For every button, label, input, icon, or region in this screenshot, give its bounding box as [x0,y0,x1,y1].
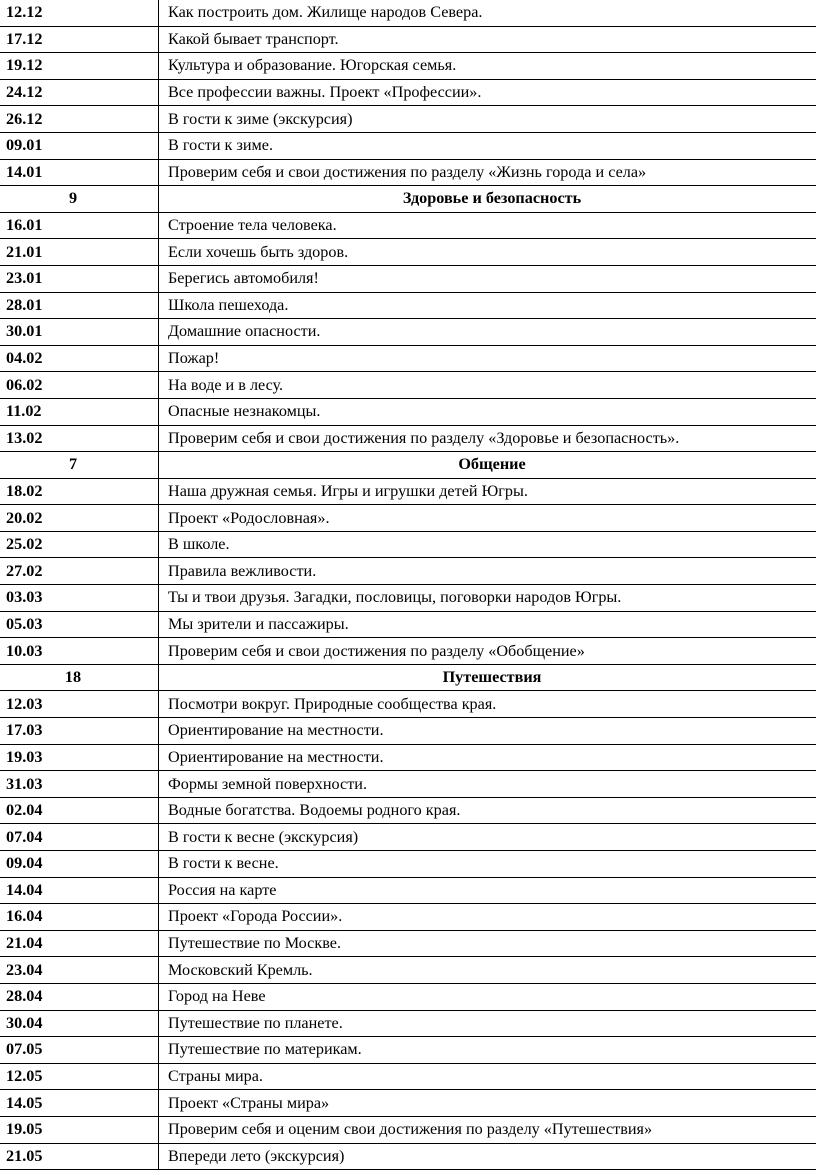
table-row [0,1010,816,1037]
lesson-date-cell: 04.02 [0,345,159,372]
lesson-topic-cell: Мы зрители и пассажиры. [159,611,816,638]
table-row [0,718,816,745]
lesson-date-cell: 18.02 [0,478,159,505]
lesson-topic-cell: Домашние опасности. [159,319,816,346]
table-row [0,159,816,186]
lesson-date-cell: 09.01 [0,132,159,159]
lesson-topic-cell: Ориентирование на местности. [159,718,816,745]
lesson-date-cell: 19.05 [0,1116,159,1143]
table-row [0,611,816,638]
lesson-date-cell: 21.05 [0,1143,159,1170]
table-row [0,851,816,878]
lesson-date-cell: 09.04 [0,851,159,878]
table-row [0,319,816,346]
lesson-date-cell: 12.12 [0,0,159,26]
lesson-topic-cell: Ориентирование на местности. [159,744,816,771]
lesson-date-cell: 13.02 [0,425,159,452]
lesson-date-cell: 30.04 [0,1010,159,1037]
table-row [0,957,816,984]
lesson-topic-cell: Пожар! [159,345,816,372]
lesson-topic-cell: Берегись автомобиля! [159,265,816,292]
lesson-topic-cell: Проверим себя и свои достижения по разделу «Жизнь города и села» [159,159,816,186]
lesson-topic-cell: Проверим себя и свои достижения по разделу «Обобщение» [159,638,816,665]
table-row [0,265,816,292]
lesson-date-cell: 17.03 [0,718,159,745]
lesson-topic-cell: В гости к зиме. [159,132,816,159]
lesson-date-cell: 06.02 [0,372,159,399]
lesson-date-cell: 12.05 [0,1063,159,1090]
table-row [0,398,816,425]
lesson-date-cell: 16.01 [0,212,159,239]
table-row [0,983,816,1010]
lesson-date-cell: 14.04 [0,877,159,904]
section-header-row [0,186,816,213]
lesson-date-cell: 14.05 [0,1090,159,1117]
lesson-date-cell: 05.03 [0,611,159,638]
lesson-topic-cell: Наша дружная семья. Игры и игрушки детей Югры. [159,478,816,505]
table-row [0,877,816,904]
lesson-topic-cell: В школе. [159,531,816,558]
lesson-topic-cell: Как построить дом. Жилище народов Севера. [159,0,816,26]
lesson-date-cell: 21.01 [0,239,159,266]
table-row [0,558,816,585]
lesson-date-cell: 23.04 [0,957,159,984]
lesson-date-cell: 30.01 [0,319,159,346]
lesson-topic-cell: Проверим себя и свои достижения по разделу «Здоровье и безопасность». [159,425,816,452]
lesson-topic-cell: Строение тела человека. [159,212,816,239]
table-row [0,1037,816,1064]
lesson-topic-cell: В гости к зиме (экскурсия) [159,106,816,133]
lesson-date-cell: 12.03 [0,691,159,718]
lesson-topic-cell: Проект «Родословная». [159,505,816,532]
table-row [0,132,816,159]
lesson-date-cell: 25.02 [0,531,159,558]
lesson-topic-cell: Проект «Страны мира» [159,1090,816,1117]
lesson-topic-cell: Посмотри вокруг. Природные сообщества края. [159,691,816,718]
lesson-topic-cell: Если хочешь быть здоров. [159,239,816,266]
lesson-topic-cell: Россия на карте [159,877,816,904]
lesson-topic-cell: Впереди лето (экскурсия) [159,1143,816,1170]
lesson-topic-cell: На воде и в лесу. [159,372,816,399]
table-row [0,1116,816,1143]
lesson-date-cell: 31.03 [0,771,159,798]
table-row [0,585,816,612]
table-row [0,53,816,80]
lesson-topic-cell: В гости к весне (экскурсия) [159,824,816,851]
table-row [0,345,816,372]
lesson-date-cell: 02.04 [0,797,159,824]
table-row [0,930,816,957]
lesson-topic-cell: Путешествие по материкам. [159,1037,816,1064]
lesson-topic-cell: Культура и образование. Югорская семья. [159,53,816,80]
lesson-date-cell: 16.04 [0,904,159,931]
lesson-date-cell: 20.02 [0,505,159,532]
table-row [0,904,816,931]
table-row [0,797,816,824]
lesson-date-cell: 24.12 [0,79,159,106]
table-row [0,1063,816,1090]
table-row [0,292,816,319]
lesson-date-cell: 03.03 [0,585,159,612]
table-row [0,638,816,665]
lesson-topic-cell: Правила вежливости. [159,558,816,585]
lesson-date-cell: 10.03 [0,638,159,665]
table-row [0,478,816,505]
table-row [0,505,816,532]
lesson-topic-cell: Город на Неве [159,983,816,1010]
table-row [0,1090,816,1117]
lesson-topic-cell: В гости к весне. [159,851,816,878]
table-row [0,0,816,26]
lesson-date-cell: 28.04 [0,983,159,1010]
lesson-topic-cell: Московский Кремль. [159,957,816,984]
table-row [0,239,816,266]
section-title-cell: Здоровье и безопасность [159,186,816,213]
lesson-topic-cell: Все профессии важны. Проект «Профессии». [159,79,816,106]
lesson-topic-cell: Проект «Города России». [159,904,816,931]
lesson-date-cell: 19.12 [0,53,159,80]
lesson-date-cell: 26.12 [0,106,159,133]
section-hours-cell: 7 [0,452,159,479]
table-row [0,425,816,452]
lesson-date-cell: 19.03 [0,744,159,771]
lesson-topic-cell: Опасные незнакомцы. [159,398,816,425]
lesson-topic-cell: Путешествие по Москве. [159,930,816,957]
table-row [0,212,816,239]
lesson-topic-cell: Путешествие по планете. [159,1010,816,1037]
lesson-topic-cell: Школа пешехода. [159,292,816,319]
lesson-date-cell: 14.01 [0,159,159,186]
lesson-topic-cell: Формы земной поверхности. [159,771,816,798]
lesson-date-cell: 11.02 [0,398,159,425]
table-row [0,79,816,106]
lesson-topic-cell: Какой бывает транспорт. [159,26,816,53]
table-row [0,372,816,399]
table-row [0,26,816,53]
table-row [0,531,816,558]
lesson-date-cell: 07.04 [0,824,159,851]
table-row [0,771,816,798]
table-row [0,106,816,133]
lesson-date-cell: 21.04 [0,930,159,957]
lesson-date-cell: 17.12 [0,26,159,53]
section-header-row [0,452,816,479]
section-title-cell: Путешествия [159,664,816,691]
lesson-topic-cell: Страны мира. [159,1063,816,1090]
lesson-topic-cell: Проверим себя и оценим свои достижения по разделу «Путешествия» [159,1116,816,1143]
lesson-topic-cell: Ты и твои друзья. Загадки, пословицы, поговорки народов Югры. [159,585,816,612]
lesson-topic-cell: Водные богатства. Водоемы родного края. [159,797,816,824]
section-hours-cell: 18 [0,664,159,691]
table-row [0,1143,816,1170]
table-row [0,691,816,718]
section-header-row [0,664,816,691]
section-hours-cell: 9 [0,186,159,213]
table-row [0,824,816,851]
lesson-date-cell: 23.01 [0,265,159,292]
lesson-date-cell: 28.01 [0,292,159,319]
table-row [0,744,816,771]
lesson-date-cell: 27.02 [0,558,159,585]
section-title-cell: Общение [159,452,816,479]
lesson-date-cell: 07.05 [0,1037,159,1064]
